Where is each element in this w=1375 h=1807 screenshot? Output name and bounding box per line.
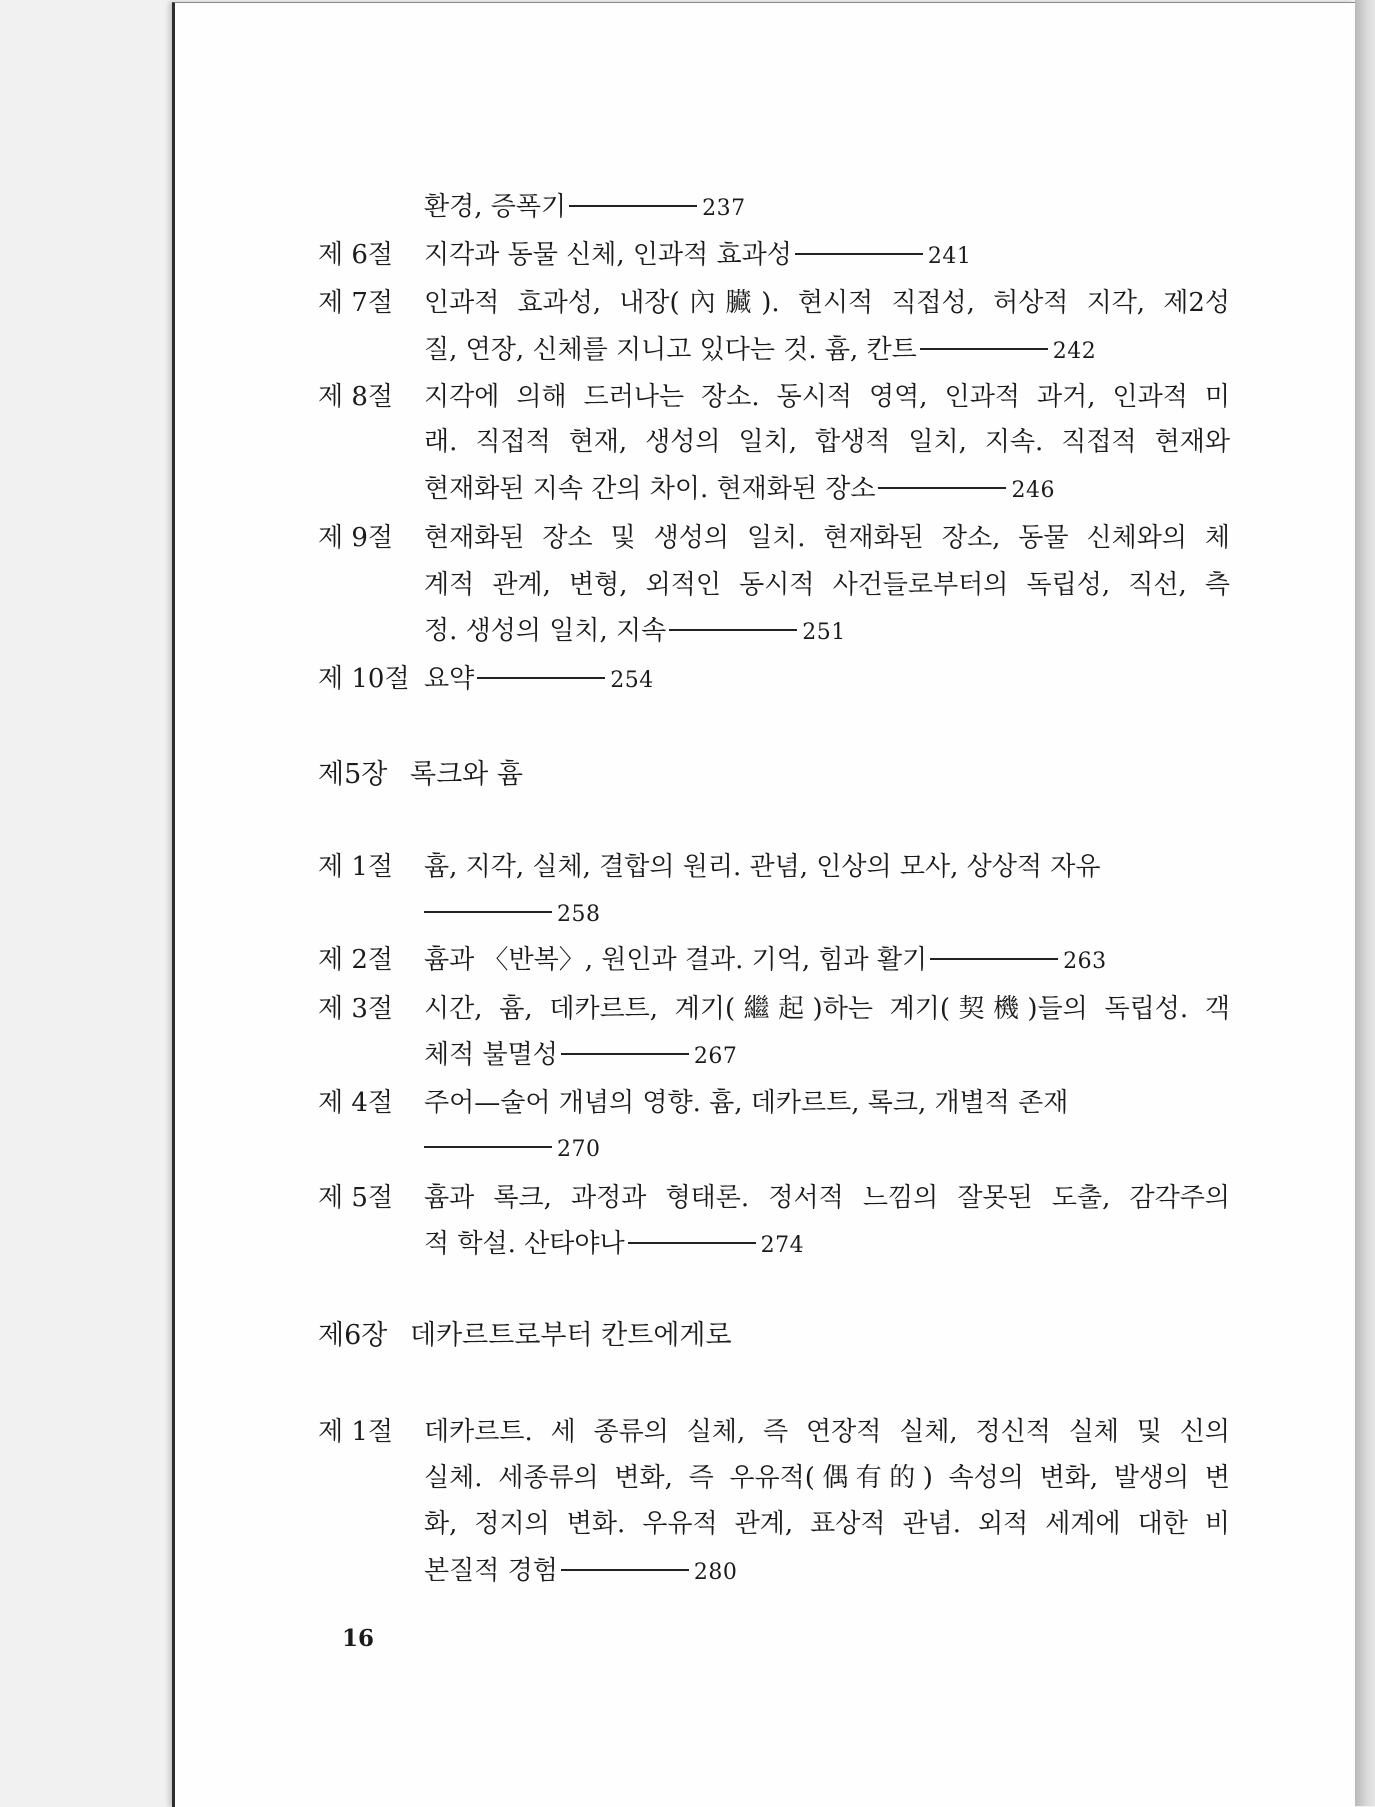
leader-line [795, 253, 923, 255]
page-ref: 280 [693, 1560, 738, 1585]
section-label: 제 7절 [318, 288, 394, 318]
page-ref: 237 [702, 196, 746, 221]
section-text: 인과적 효과성, 내장(內臟). 현시적 직접성, 허상적 지각, 제2성 [424, 288, 1230, 318]
toc-line [424, 1131, 601, 1165]
leader-line [561, 1053, 689, 1055]
toc-line [424, 472, 1055, 506]
section-text: 본질적 경험 [424, 1556, 558, 1586]
chapter-heading [318, 758, 523, 792]
section-text: 시간, 흄, 데카르트, 계기(繼起)하는 계기(契機)들의 독립성. 객 [424, 994, 1230, 1024]
section-text: 화, 정지의 변화. 우유적 관계, 표상적 관념. 외적 세계에 대한 비 [424, 1509, 1230, 1539]
toc-line [424, 1461, 1230, 1495]
leader-line [424, 1146, 552, 1148]
toc-line [424, 568, 1230, 602]
page-ref: 251 [802, 620, 846, 645]
leader-line [669, 629, 797, 631]
section-text: 적 학설. 산타야나 [424, 1229, 625, 1259]
leader-line [628, 1242, 756, 1244]
toc-line [424, 1181, 1230, 1215]
page-ref: 242 [1052, 339, 1097, 364]
section-label: 제 2절 [318, 945, 394, 975]
leader-line [920, 348, 1048, 350]
page-ref: 258 [557, 902, 601, 927]
section-text: 현재화된 장소 및 생성의 일치. 현재화된 장소, 동물 신체와의 체 [424, 523, 1230, 553]
toc-line [424, 1038, 737, 1072]
page-ref: 241 [927, 244, 972, 269]
toc-line [424, 614, 846, 648]
toc-line [424, 1507, 1230, 1541]
page-ref: 270 [557, 1137, 601, 1162]
section-text: 정. 생성의 일치, 지속 [424, 616, 667, 646]
chapter-title: 록크와 흄 [410, 759, 523, 790]
section-label: 제 10절 [318, 664, 410, 694]
section-text: 데카르트. 세 종류의 실체, 즉 연장적 실체, 정신적 실체 및 신의 [424, 1417, 1230, 1447]
section-text: 흄, 지각, 실체, 결합의 원리. 관념, 인상의 모사, 상상적 자유 [424, 852, 1101, 882]
toc-line [424, 992, 1230, 1026]
leader-line [878, 487, 1006, 489]
chapter-label: 제6장 [318, 1320, 388, 1351]
section-text: 계적 관계, 변형, 외적인 동시적 사건들로부터의 독립성, 직선, 측 [424, 570, 1230, 600]
section-label: 제 9절 [318, 523, 394, 553]
section-label: 제 5절 [318, 1183, 394, 1213]
page-ref: 246 [1011, 478, 1055, 503]
page-ref: 254 [610, 668, 654, 693]
toc-line [424, 943, 1107, 977]
toc-line [424, 521, 1230, 555]
chapter-title: 데카르트로부터 칸트에게로 [410, 1320, 732, 1351]
chapter-heading [318, 1319, 732, 1353]
chapter-label: 제5장 [318, 759, 388, 790]
toc-line [424, 238, 971, 272]
leader-line [561, 1569, 689, 1571]
leader-line [424, 911, 552, 913]
section-label: 제 1절 [318, 852, 394, 882]
section-label: 제 4절 [318, 1088, 394, 1118]
section-text: 현재화된 지속 간의 차이. 현재화된 장소 [424, 474, 876, 504]
leader-line [569, 205, 697, 207]
toc-line [424, 425, 1230, 459]
toc-line [424, 333, 1096, 367]
page-ref: 267 [693, 1044, 738, 1069]
section-text: 지각과 동물 신체, 인과적 효과성 [424, 240, 792, 270]
page-ref: 274 [760, 1233, 805, 1258]
section-text: 지각에 의해 드러나는 장소. 동시적 영역, 인과적 과거, 인과적 미 [424, 382, 1230, 412]
leader-line [930, 958, 1058, 960]
section-text: 실체. 세종류의 변화, 즉 우유적(偶有的) 속성의 변화, 발생의 변 [424, 1463, 1230, 1493]
toc-line [424, 1086, 1068, 1120]
section-text: 흄과 록크, 과정과 형태론. 정서적 느낌의 잘못된 도출, 감각주의 [424, 1183, 1230, 1213]
section-text: 래. 직접적 현재, 생성의 일치, 합생적 일치, 지속. 직접적 현재와 [424, 427, 1230, 457]
toc-line [424, 380, 1230, 414]
section-text: 주어—술어 개념의 영향. 흄, 데카르트, 록크, 개별적 존재 [424, 1088, 1069, 1118]
section-label: 제 6절 [318, 240, 394, 270]
section-label: 제 1절 [318, 1417, 394, 1447]
section-text: 흄과 〈반복〉, 원인과 결과. 기억, 힘과 활기 [424, 945, 928, 975]
section-label: 제 3절 [318, 994, 394, 1024]
toc-line [424, 896, 601, 930]
section-text: 체적 불멸성 [424, 1040, 558, 1070]
toc-line [424, 1554, 737, 1588]
toc-line [424, 190, 746, 224]
page-ref: 263 [1063, 949, 1107, 974]
section-text: 질, 연장, 신체를 지니고 있다는 것. 흄, 칸트 [424, 335, 917, 365]
toc-line [424, 850, 1101, 884]
page-number: 16 [342, 1625, 375, 1652]
leader-line [477, 677, 605, 679]
section-text: 환경, 증폭기 [424, 192, 567, 222]
section-text: 요약 [424, 664, 475, 694]
toc-line [424, 286, 1230, 320]
toc-line [424, 662, 654, 696]
toc-line [424, 1227, 804, 1261]
toc-line [424, 1415, 1230, 1449]
section-label: 제 8절 [318, 382, 394, 412]
